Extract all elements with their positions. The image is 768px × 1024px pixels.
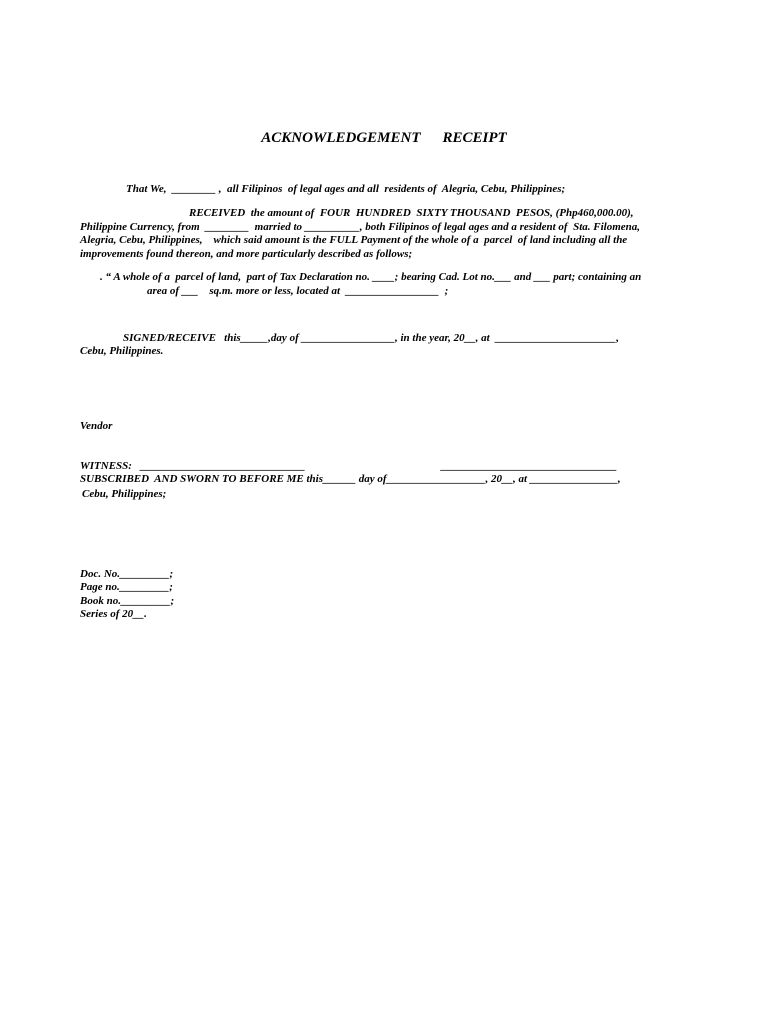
signed-receive-line-1: SIGNED/RECEIVE this_____,day of _________________, in the year, 20__, at ______________________, (123, 332, 619, 344)
document-title (0, 130, 768, 147)
notary-doc-no: Doc. No._________; (80, 568, 174, 580)
subscribed-line-2: Cebu, Philippines; (82, 488, 167, 500)
received-line-1: RECEIVED the amount of FOUR HUNDRED SIXTY THOUSAND PESOS, (Php460,000.00), (189, 207, 634, 219)
title-word-receipt: RECEIPT (442, 130, 507, 146)
signed-receive-line-2: Cebu, Philippines. (80, 345, 164, 357)
notary-book-no: Book no._________; (80, 595, 175, 607)
witness-second-signature-line: ________________________________ (441, 460, 617, 472)
notary-page-no: Page no._________; (80, 581, 173, 593)
received-line-4: improvements found thereon, and more particularly described as follows; (80, 248, 413, 260)
received-line-3: Alegria, Cebu, Philippines, which said amount is the FULL Payment of the whole of a parcel of land including all the (80, 234, 628, 246)
received-line-2: Philippine Currency, from ________ married to __________, both Filipinos of legal ages and a resident of Sta. Filomena, (80, 221, 641, 233)
witness-line: WITNESS: ______________________________ (80, 460, 306, 472)
vendor-label: Vendor (80, 420, 113, 432)
notary-series: Series of 20__. (80, 608, 147, 620)
land-description-line-1: . “ A whole of a parcel of land, part of Tax Declaration no. ____; bearing Cad. Lot no.___ and ___ part; containing an (100, 271, 642, 283)
land-description-line-2: area of ___ sq.m. more or less, located at _________________ ; (147, 285, 449, 297)
subscribed-line-1: SUBSCRIBED AND SWORN TO BEFORE ME this______ day of__________________, 20__, at ________________, (80, 473, 621, 485)
title-word-acknowledgement: ACKNOWLEDGEMENT (261, 130, 421, 146)
intro-paragraph: That We, ________ , all Filipinos of legal ages and all residents of Alegria, Cebu, Philippines; (126, 183, 566, 195)
